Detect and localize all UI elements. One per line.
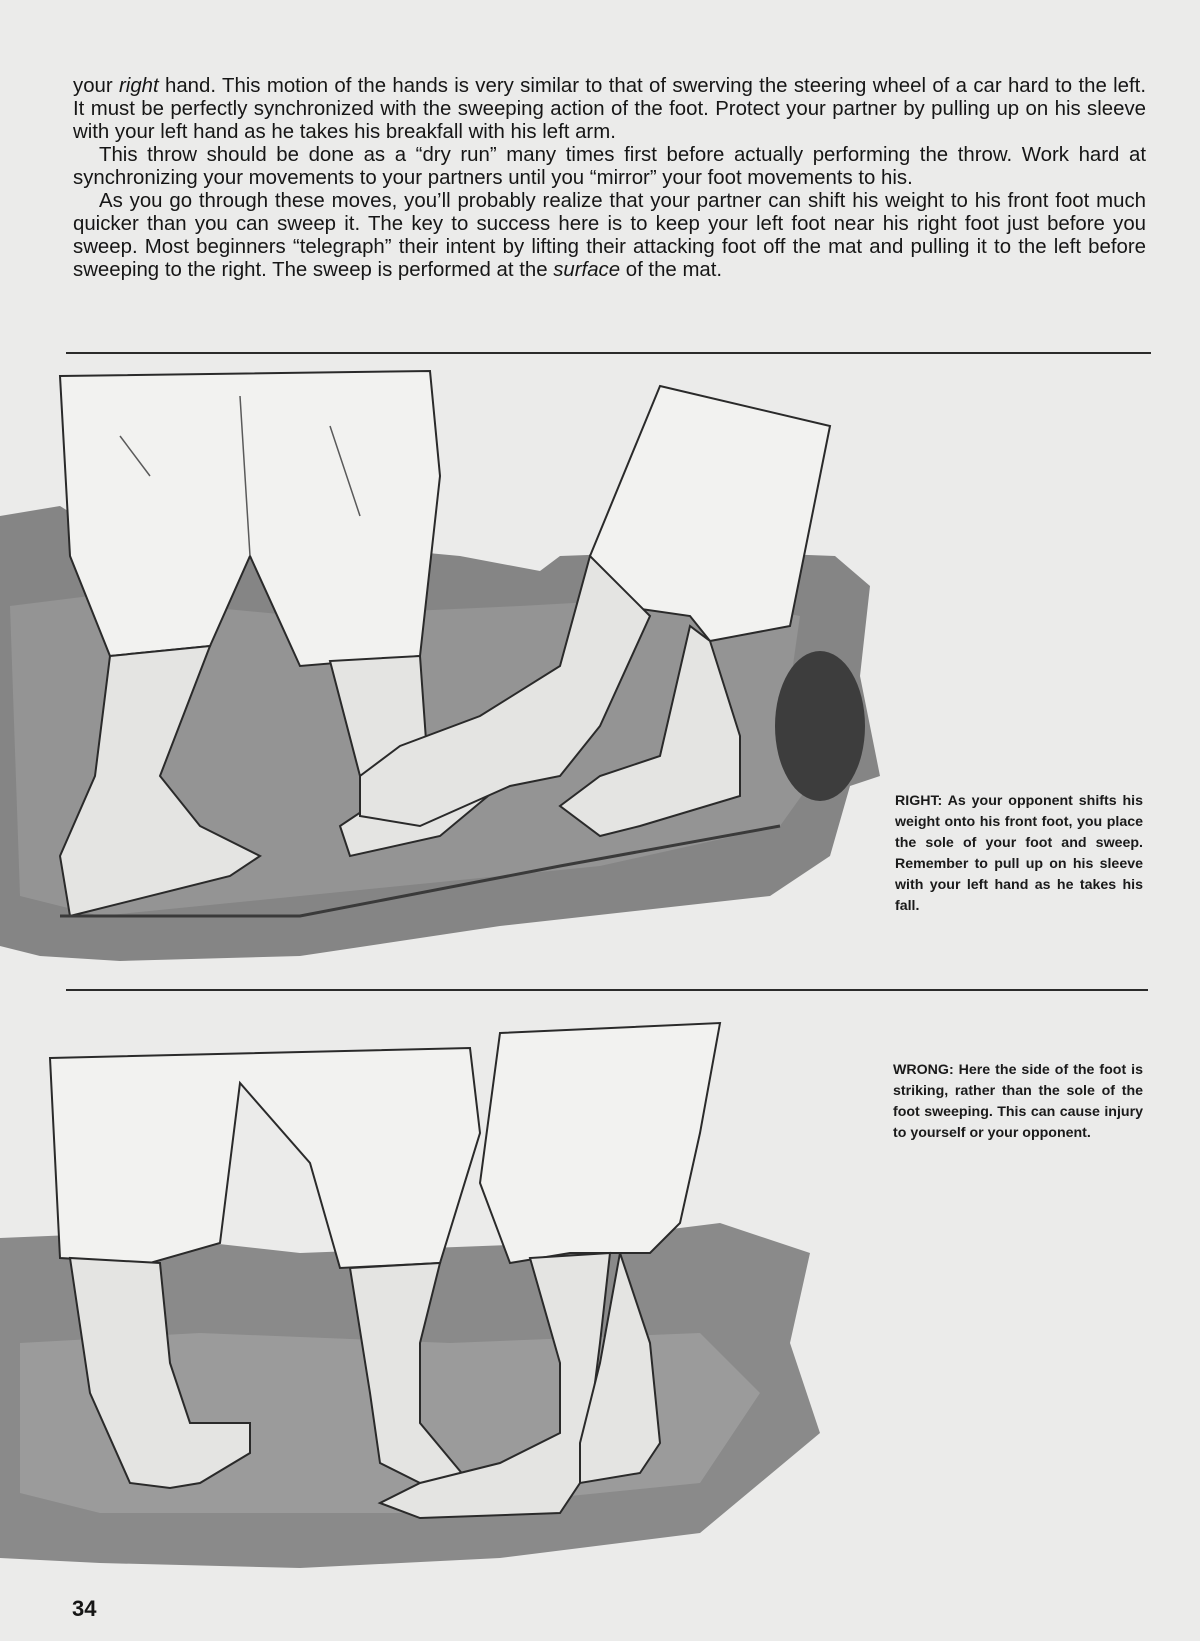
- paragraph-2: This throw should be done as a “dry run” many times first before actually performing the throw. Work hard at synchronizing your movements to your partners until you “mirror” your foot movements to his.: [73, 144, 1146, 189]
- middle-divider: [66, 989, 1148, 991]
- body-text: [73, 75, 1146, 282]
- left-figure-pants: [50, 1048, 480, 1268]
- emphasis-surface: surface: [553, 259, 621, 281]
- paragraph-1: your right hand. This motion of the hands is very similar to that of swerving the steering wheel of a car hard to the left. It must be perfectly synchronized with the sweeping action of the foot. Protect your partner by pulling up on his sleeve with your left hand as he takes his breakfall with his left arm.: [73, 75, 1146, 143]
- sketch-right: [0, 356, 880, 966]
- dark-patch: [775, 651, 865, 801]
- caption-right: RIGHT: As your opponent shifts his weight onto his front foot, you place the sole of your foot and sweep. Remember to pull up on his sleeve with your left hand as he takes his fall.: [895, 793, 1143, 914]
- illustration-wrong-technique: [0, 1013, 880, 1573]
- right-figure-pants: [480, 1023, 720, 1263]
- emphasis-right: right: [119, 75, 159, 97]
- page-number: 34: [72, 1596, 97, 1621]
- illustration-right-technique: [0, 356, 880, 966]
- top-divider: [66, 352, 1151, 354]
- caption-wrong: WRONG: Here the side of the foot is striking, rather than the sole of the foot sweeping. This can cause injury to yourself or your opponent.: [893, 1062, 1143, 1141]
- sketch-wrong: [0, 1013, 880, 1573]
- paragraph-3: As you go through these moves, you’ll probably realize that your partner can shift his weight to his front foot much quicker than you can sweep it. The key to success here is to keep your left foot near his right foot just before you sweep. Most beginners “telegraph” their intent by lifting their attacking foot off the mat and pulling it to the left before sweeping to the right. The sweep is performed at the surface of the mat.: [73, 190, 1146, 281]
